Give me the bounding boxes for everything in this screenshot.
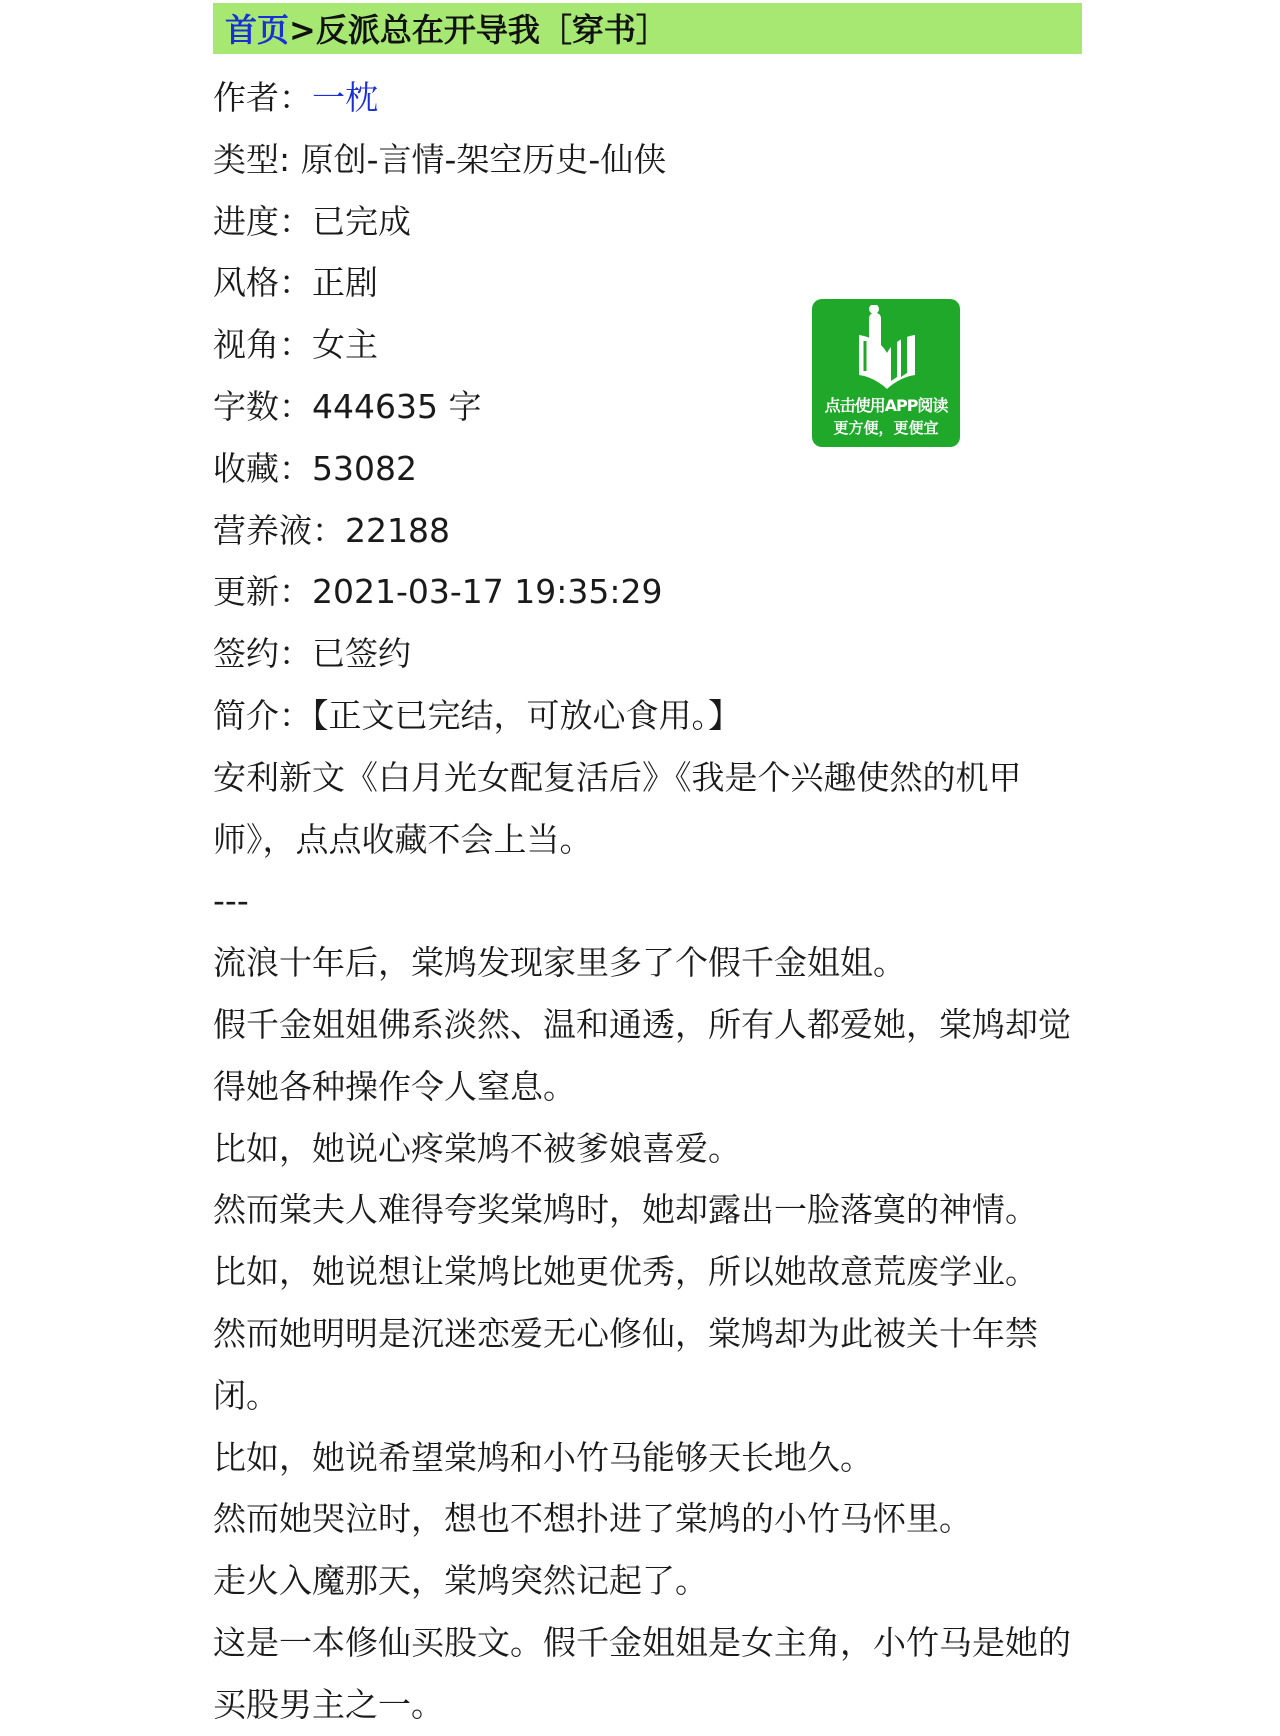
title-bar [213,3,1082,54]
description-paragraph: 比如，她说希望棠鸠和小竹马能够天长地久。 [213,1437,873,1477]
app-download-button[interactable] [812,299,960,447]
divider-text: --- [213,881,249,921]
description-paragraph: 比如，她说想让棠鸠比她更优秀，所以她故意荒废学业。 [213,1252,1038,1292]
nutrient-label: 营养液： [213,510,345,550]
home-link[interactable]: 首页 [225,11,290,49]
updated-row [213,561,1082,623]
description-paragraph: 比如，她说心疼棠鸠不被爹娘喜爱。 [213,1128,741,1168]
style-label: 风格： [213,263,312,303]
app-badge-line1: 点击使用APP阅读 [824,396,948,415]
book-icon [812,305,960,397]
description-paragraph: 假千金姐姐佛系淡然、温和通透，所有人都爱她，棠鸠却觉得她各种操作令人窒息。 [213,1004,1071,1106]
description-paragraph: 然而棠夫人难得夸奖棠鸠时，她却露出一脸落寞的神情。 [213,1190,1038,1230]
progress-row [213,191,1082,253]
genre-label: 类型: [213,139,301,179]
description-paragraph: 安利新文《白月光女配复活后》《我是个兴趣使然的机甲师》，点点收藏不会上当。 [213,757,1022,859]
book-title: >反派总在开导我［穿书］ [289,11,668,49]
genre-row [213,129,1082,191]
word-count-label: 字数： [213,386,312,426]
nutrient-row [213,500,1082,562]
description-paragraph: 然而她哭泣时，想也不想扑进了棠鸠的小竹马怀里。 [213,1499,972,1539]
nutrient-value: 22188 [345,510,450,550]
contract-row [213,623,1082,685]
description-paragraph: 然而她明明是沉迷恋爱无心修仙，棠鸠却为此被关十年禁闭。 [213,1313,1038,1415]
contract-value: 已签约 [312,634,411,674]
updated-value: 2021-03-17 19:35:29 [312,572,663,612]
genre-value: 原创-言情-架空历史-仙侠 [300,139,667,179]
description-paragraph: 流浪十年后，棠鸠发现家里多了个假千金姐姐。 [213,943,906,983]
word-count-value: 444635 字 [312,386,482,426]
favorites-label: 收藏： [213,448,312,488]
progress-label: 进度： [213,201,312,241]
perspective-value: 女主 [312,325,378,365]
perspective-label: 视角： [213,325,312,365]
favorites-value: 53082 [312,448,417,488]
contract-label: 签约： [213,634,312,674]
app-badge-line2: 更方便，更便宜 [833,419,939,437]
style-value: 正剧 [312,263,378,303]
author-link[interactable]: 一枕 [312,78,378,117]
summary-row [213,685,1082,747]
author-label: 作者： [213,78,312,117]
author-row [213,67,1082,129]
summary-label: 简介： [213,695,312,735]
description-paragraph: 这是一本修仙买股文。假千金姐姐是女主角，小竹马是她的买股男主之一。 [213,1622,1071,1724]
description-paragraph: 走火入魔那天，棠鸠突然记起了。 [213,1561,708,1601]
favorites-row [213,438,1082,500]
progress-value: 已完成 [312,201,411,241]
updated-label: 更新： [213,572,312,612]
summary-value: 【正文已完结，可放心食用。】 [312,695,741,735]
